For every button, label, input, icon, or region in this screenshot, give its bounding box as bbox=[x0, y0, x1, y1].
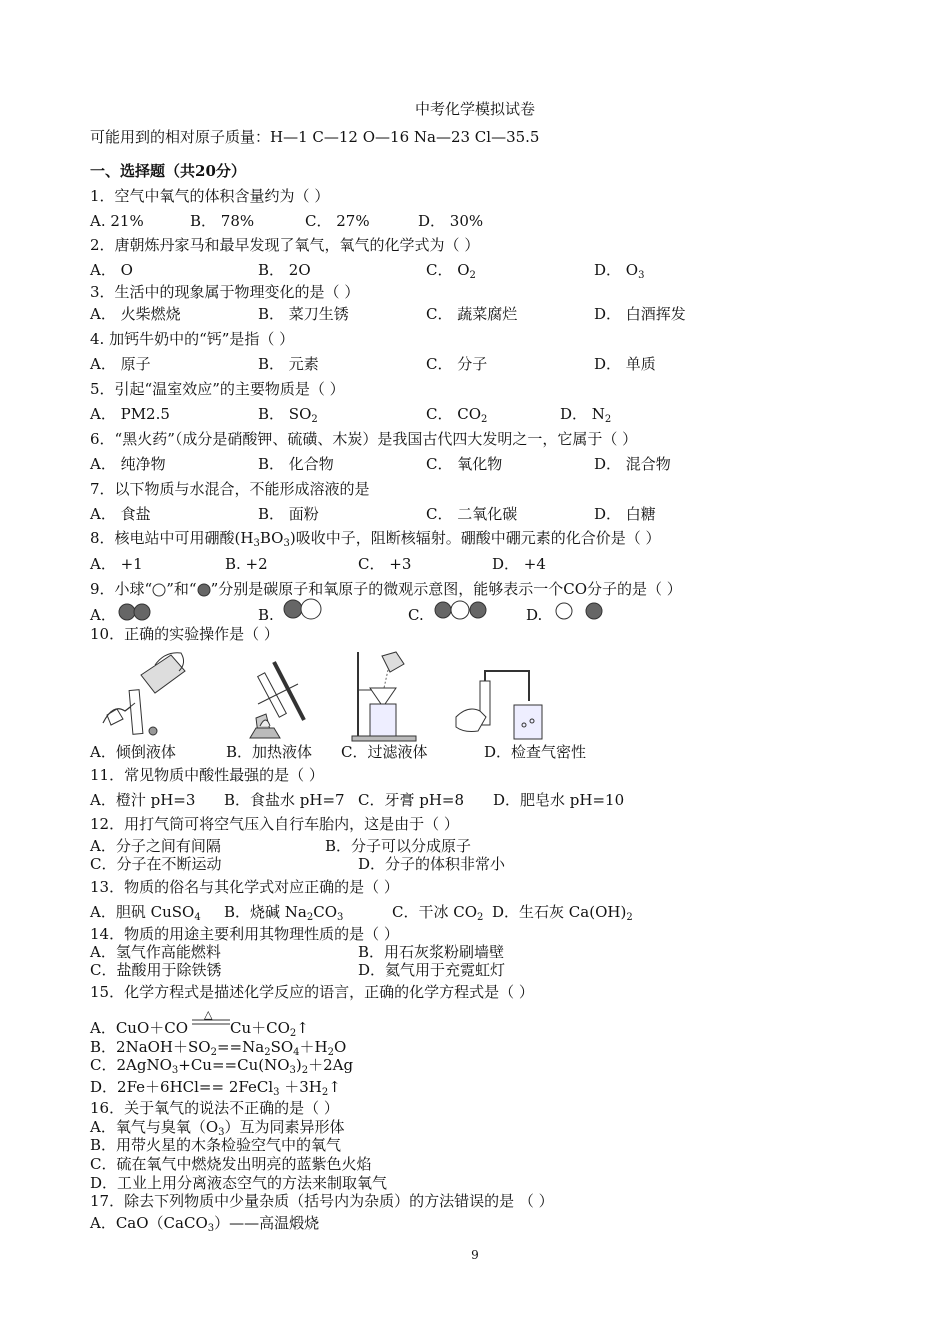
q2-option-a: A． O bbox=[90, 261, 133, 279]
q1-option-a: A. 21% bbox=[90, 212, 144, 230]
q7-option-a: A． 食盐 bbox=[90, 505, 151, 523]
q10-option-a: A．倾倒液体 bbox=[90, 743, 176, 761]
q4-option-d: D． 单质 bbox=[594, 355, 656, 373]
q3-option-b: B． 菜刀生锈 bbox=[258, 305, 349, 323]
q14-option-a: A．氢气作高能燃料 bbox=[90, 943, 221, 961]
q17-option-a: A．CaO（CaCO$_3$）——高温煅烧 bbox=[90, 1214, 320, 1234]
q15-option-a-right: $Cu+CO_2↑$ bbox=[230, 1019, 309, 1039]
q13-option-c: C．干冰 $CO_2$ bbox=[392, 903, 484, 923]
q5-option-d: D． $N_2$ bbox=[560, 405, 612, 425]
q6-option-a: A． 纯净物 bbox=[90, 455, 166, 473]
question-3: 3．生活中的现象属于物理变化的是（ ） bbox=[90, 283, 360, 301]
co2-molecule-icon bbox=[434, 600, 490, 620]
q1-option-c: C． 27% bbox=[305, 212, 370, 230]
q5-option-a: A． PM2.5 bbox=[90, 405, 170, 423]
question-1: 1．空气中氧气的体积含量约为（ ） bbox=[90, 187, 330, 205]
q1-option-d: D． 30% bbox=[418, 212, 484, 230]
q9-option-c: C. bbox=[408, 606, 424, 624]
question-4: 4. 加钙牛奶中的“钙”是指（ ） bbox=[90, 330, 295, 348]
q4-option-a: A． 原子 bbox=[90, 355, 151, 373]
q12-option-d: D．分子的体积非常小 bbox=[358, 855, 506, 873]
q9-option-d: D. bbox=[526, 606, 543, 624]
q15-option-b: B．$2NaOH+SO_2==Na_2SO_4+H_2O$ bbox=[90, 1038, 347, 1058]
q16-option-b: B．用带火星的木条检验空气中的氧气 bbox=[90, 1136, 342, 1154]
q4-option-c: C． 分子 bbox=[426, 355, 488, 373]
q6-option-d: D． 混合物 bbox=[594, 455, 671, 473]
q12-option-a: A．分子之间有间隔 bbox=[90, 837, 221, 855]
airtightness-check-illustration bbox=[452, 665, 552, 743]
heating-liquid-illustration bbox=[238, 652, 328, 742]
q3-option-a: A． 火柴燃烧 bbox=[90, 305, 181, 323]
q8-option-d: D． +4 bbox=[492, 555, 546, 573]
q16-option-d: D．工业上用分离液态空气的方法来制取氧气 bbox=[90, 1174, 388, 1192]
two-oxygen-atoms-icon bbox=[118, 602, 152, 622]
q9-option-b: B. bbox=[258, 606, 274, 624]
reaction-equal-sign bbox=[192, 1019, 230, 1025]
q15-option-c: C．$2AgNO_3+Cu==Cu(NO_3)_2+2Ag$ bbox=[90, 1056, 354, 1076]
q8-option-a: A． +1 bbox=[90, 555, 143, 573]
q11-option-d: D．肥皂水 pH=10 bbox=[493, 791, 625, 809]
question-9: 9．小球“ ”和“ ”分别是碳原子和氧原子的微观示意图，能够表示一个CO分子的是（ ） bbox=[90, 580, 682, 598]
question-2: 2．唐朝炼丹家马和最早发现了氧气，氧气的化学式为（ ） bbox=[90, 236, 480, 254]
q9-option-a: A． bbox=[90, 606, 116, 624]
question-15: 15．化学方程式是描述化学反应的语言，正确的化学方程式是（ ） bbox=[90, 983, 534, 1001]
q6-option-c: C． 氧化物 bbox=[426, 455, 503, 473]
q13-option-b: B．烧碱 $Na_2CO_3$ bbox=[224, 903, 344, 923]
q14-option-d: D．氦气用于充霓虹灯 bbox=[358, 961, 506, 979]
q2-option-d: D． $O_3$ bbox=[594, 261, 645, 281]
question-13: 13．物质的俗名与其化学式对应正确的是（ ） bbox=[90, 878, 399, 896]
q11-option-a: A．橙汁 pH=3 bbox=[90, 791, 196, 809]
question-8: 8．核电站中可用硼酸$(H_3BO_3)$吸收中子，阻断核辐射。硼酸中硼元素的化合价是（ ） bbox=[90, 529, 661, 549]
question-6: 6．“黑火药”（成分是硝酸钾、硫磺、木炭）是我国古代四大发明之一，它属于（ ） bbox=[90, 430, 638, 448]
q8-option-c: C． +3 bbox=[358, 555, 412, 573]
q15-option-a-left: A．CuO＋CO bbox=[90, 1019, 189, 1037]
filtering-liquid-illustration bbox=[348, 648, 423, 744]
q6-option-b: B． 化合物 bbox=[258, 455, 334, 473]
q10-option-d: D．检查气密性 bbox=[484, 743, 587, 761]
q3-option-d: D． 白酒挥发 bbox=[594, 305, 686, 323]
q7-option-c: C． 二氧化碳 bbox=[426, 505, 518, 523]
question-11: 11．常见物质中酸性最强的是（ ） bbox=[90, 766, 324, 784]
question-12: 12．用打气筒可将空气压入自行车胎内，这是由于（ ） bbox=[90, 815, 459, 833]
q7-option-d: D． 白糖 bbox=[594, 505, 656, 523]
question-5: 5．引起“温室效应”的主要物质是（ ） bbox=[90, 380, 345, 398]
q12-option-b: B．分子可以分成原子 bbox=[325, 837, 472, 855]
heat-symbol: △ bbox=[204, 1008, 213, 1021]
q10-option-c: C．过滤液体 bbox=[341, 743, 428, 761]
q13-option-a: A．胆矾 CuSO$_4$ bbox=[90, 903, 201, 923]
question-10: 10．正确的实验操作是（ ） bbox=[90, 625, 279, 643]
q11-option-c: C．牙膏 pH=8 bbox=[358, 791, 465, 809]
q16-option-c: C．硫在氧气中燃烧发出明亮的蓝紫色火焰 bbox=[90, 1155, 372, 1173]
oxygen-atom-icon bbox=[197, 583, 211, 597]
q2-option-c: C． $O_2$ bbox=[426, 261, 476, 281]
atomic-masses: 可能用到的相对原子质量：H—1 C—12 O—16 Na—23 Cl—35.5 bbox=[90, 128, 540, 146]
q16-option-a: A．氧气与臭氧$(O_3)$互为同素异形体 bbox=[90, 1118, 345, 1138]
section-heading: 一、选择题（共20分） bbox=[90, 162, 246, 180]
q11-option-b: B．食盐水 pH=7 bbox=[224, 791, 345, 809]
separate-atoms-icon bbox=[554, 601, 606, 621]
pouring-liquid-illustration bbox=[95, 645, 195, 740]
q8-option-b: B. +2 bbox=[225, 555, 268, 573]
q5-option-b: B． $SO_2$ bbox=[258, 405, 318, 425]
question-14: 14．物质的用途主要利用其物理性质的是（ ） bbox=[90, 925, 399, 943]
q4-option-b: B． 元素 bbox=[258, 355, 319, 373]
q12-option-c: C．分子在不断运动 bbox=[90, 855, 222, 873]
carbon-atom-icon bbox=[152, 583, 166, 597]
question-7: 7．以下物质与水混合，不能形成溶液的是 bbox=[90, 480, 370, 498]
q2-option-b: B． 2O bbox=[258, 261, 311, 279]
question-17: 17．除去下列物质中少量杂质（括号内为杂质）的方法错误的是 （ ） bbox=[90, 1192, 554, 1210]
q13-option-d: D．生石灰 $Ca(OH)_2$ bbox=[492, 903, 633, 923]
q1-option-b: B． 78% bbox=[190, 212, 255, 230]
q3-option-c: C． 蔬菜腐烂 bbox=[426, 305, 518, 323]
q10-option-b: B．加热液体 bbox=[226, 743, 313, 761]
page-title: 中考化学模拟试卷 bbox=[414, 100, 535, 118]
question-16: 16．关于氧气的说法不正确的是（ ） bbox=[90, 1099, 339, 1117]
page-number: 9 bbox=[471, 1248, 479, 1262]
q14-option-b: B．用石灰浆粉刷墙壁 bbox=[358, 943, 505, 961]
q7-option-b: B． 面粉 bbox=[258, 505, 319, 523]
q15-option-d: D．2Fe＋6HCl== 2FeCl$_3$ $+3H_2↑$ bbox=[90, 1078, 341, 1098]
q14-option-c: C．盐酸用于除铁锈 bbox=[90, 961, 222, 979]
oxygen-carbon-molecule-icon bbox=[283, 598, 323, 620]
q5-option-c: C． $CO_2$ bbox=[426, 405, 488, 425]
